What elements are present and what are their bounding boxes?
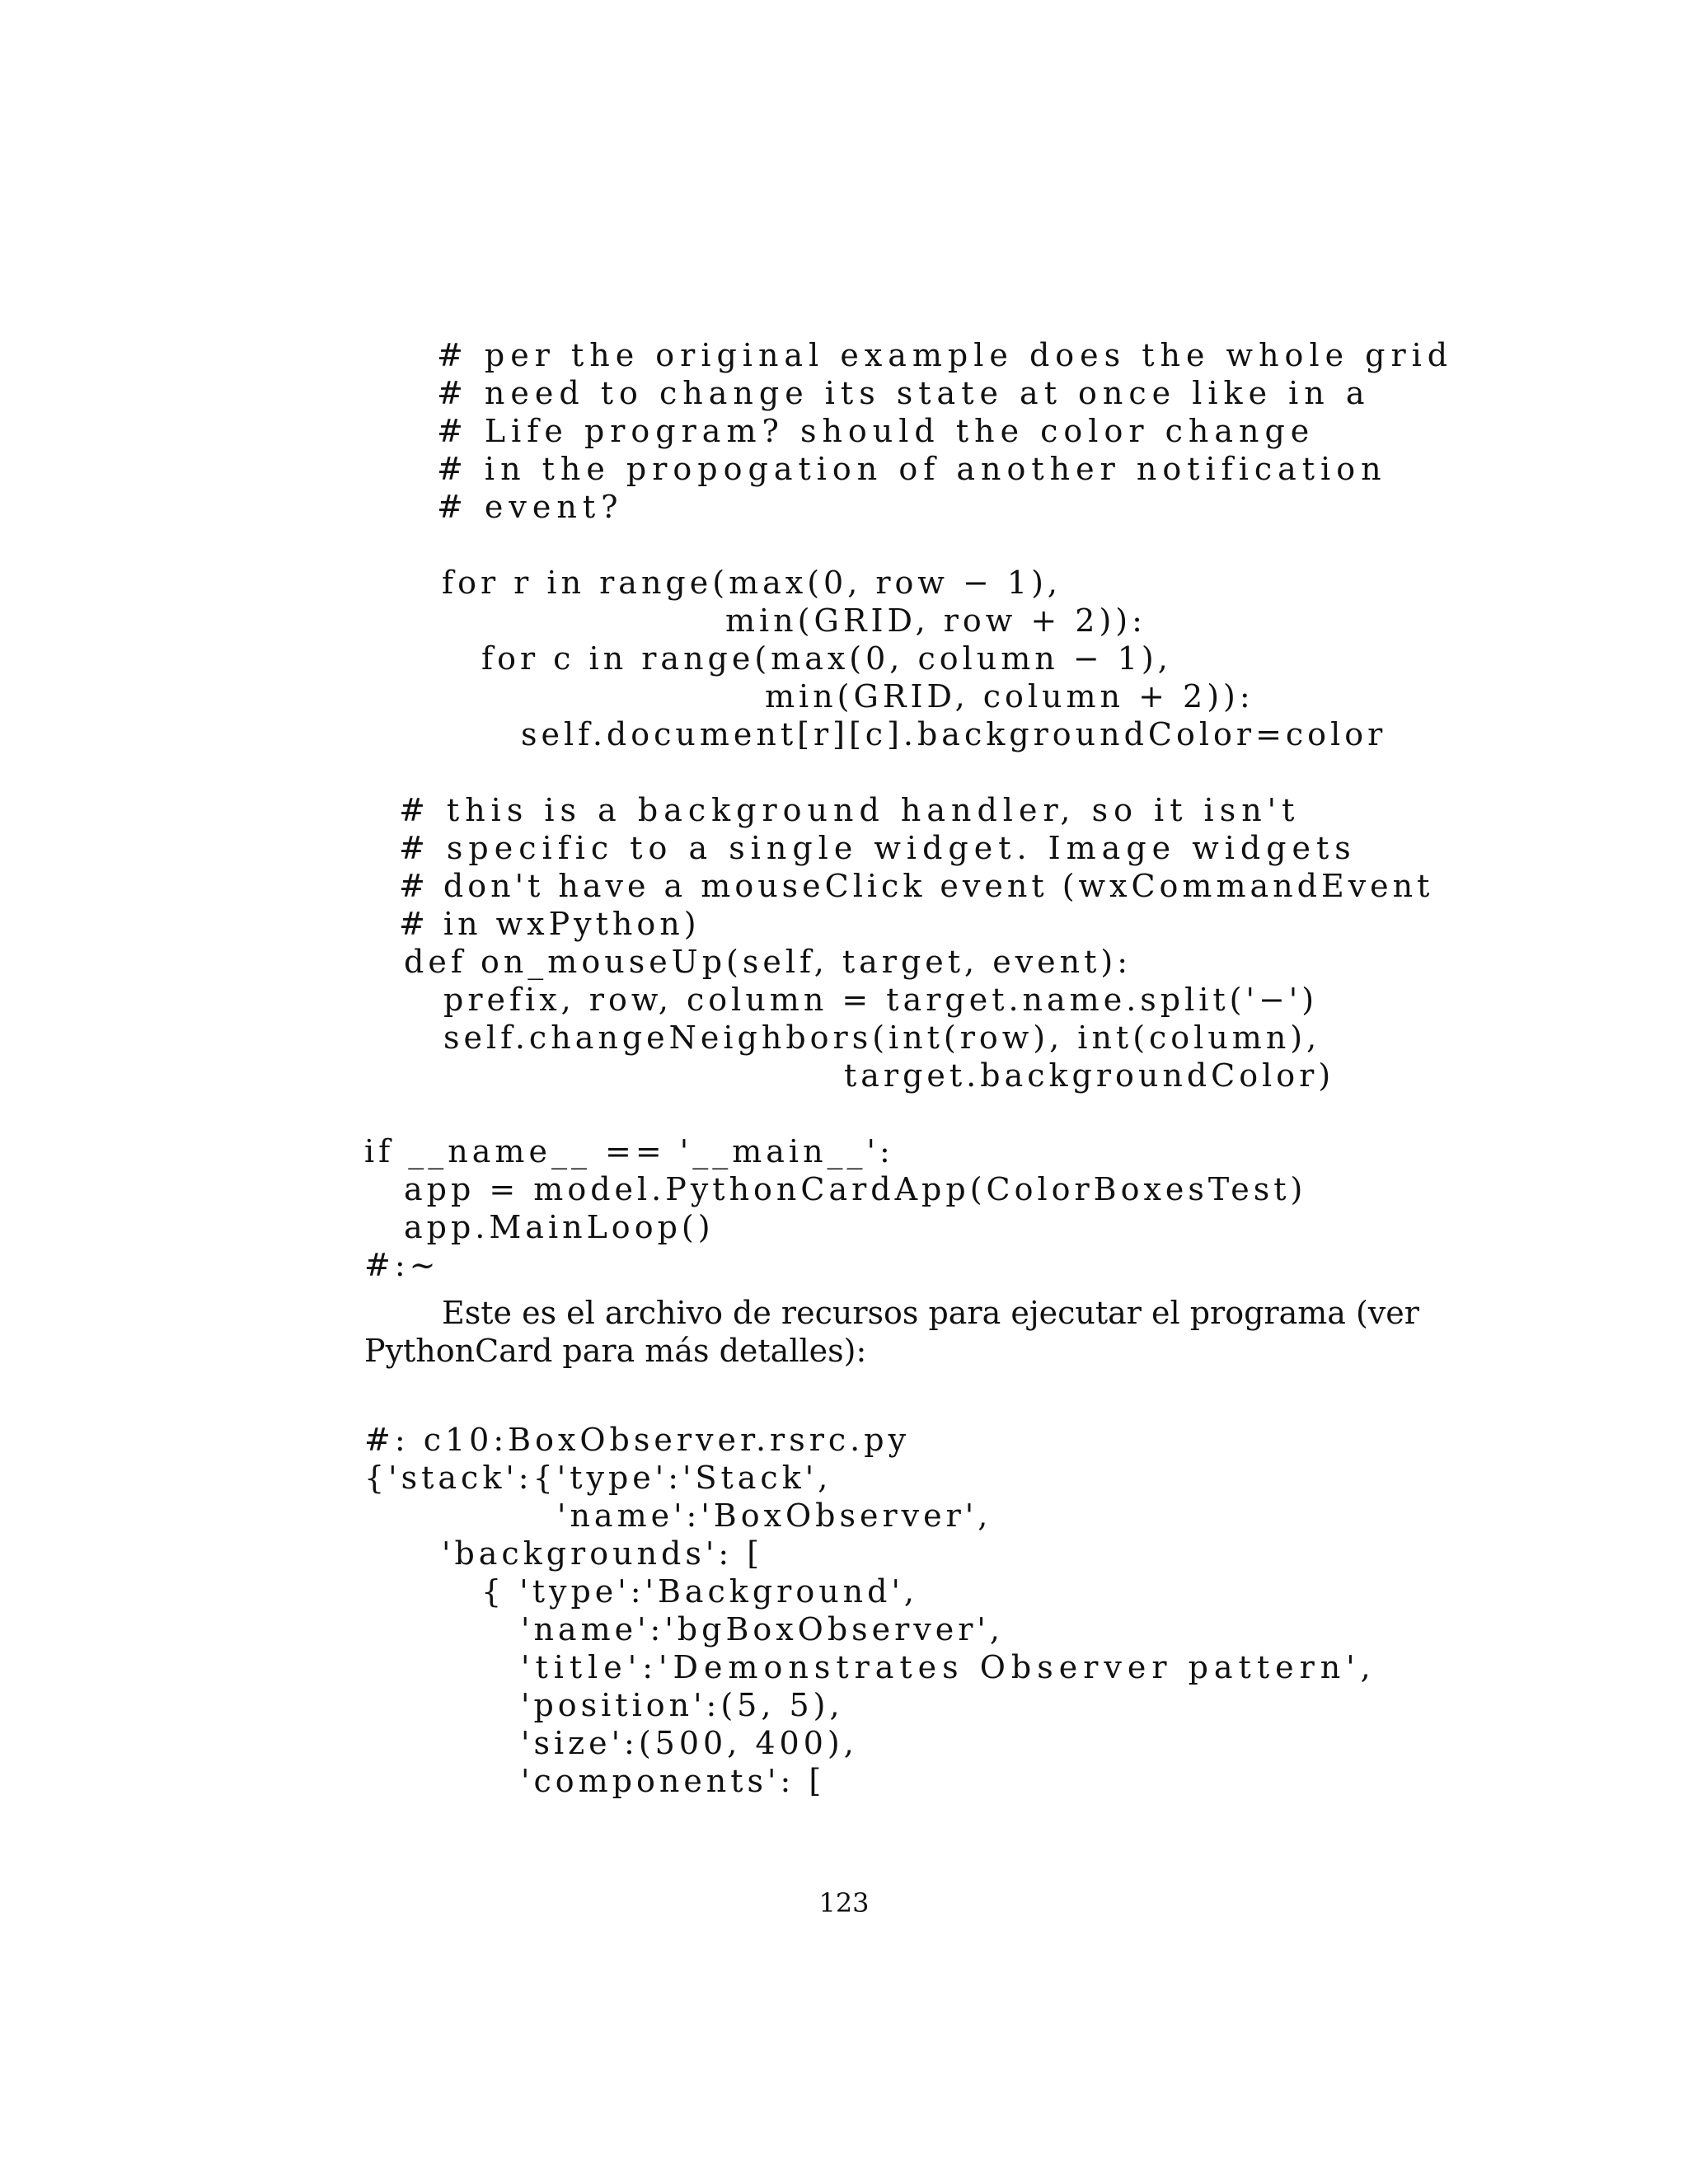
- code-line: # don't have a mouseClick event (wxCommandEvent: [399, 868, 1434, 904]
- code-line: 'position':(5, 5),: [521, 1687, 844, 1723]
- code-line: app.MainLoop(): [404, 1209, 715, 1245]
- code-line: { 'type':'Background',: [481, 1573, 919, 1610]
- code-line: 'name':'bgBoxObserver',: [521, 1611, 1004, 1647]
- code-line: # Life program? should the color change: [437, 413, 1315, 449]
- code-line: for r in range(max(0, row − 1),: [442, 565, 1062, 601]
- code-line: target.backgroundColor): [844, 1057, 1335, 1094]
- code-line: def on_mouseUp(self, target, event):: [404, 944, 1132, 980]
- code-line: # specific to a single widget. Image widgets: [399, 830, 1357, 866]
- code-line: 'size':(500, 400),: [521, 1725, 858, 1761]
- code-line: self.document[r][c].backgroundColor=color: [521, 716, 1387, 752]
- code-line: # event?: [437, 489, 624, 525]
- code-line: {'stack':{'type':'Stack',: [364, 1460, 832, 1496]
- code-line: # in wxPython): [399, 906, 701, 942]
- code-line: #:~: [364, 1247, 440, 1283]
- code-line: self.changeNeighbors(int(row), int(column),: [443, 1019, 1321, 1056]
- code-line: min(GRID, column + 2)):: [765, 678, 1254, 715]
- code-line: 'name':'BoxObserver',: [557, 1497, 992, 1534]
- code-line: for c in range(max(0, column − 1),: [481, 640, 1172, 677]
- code-line: if __name__ == '__main__':: [364, 1133, 894, 1169]
- code-line: # this is a background handler, so it isn't: [399, 792, 1301, 828]
- code-line: 'components': [: [521, 1763, 826, 1799]
- code-line: prefix, row, column = target.name.split('−'): [443, 982, 1319, 1018]
- code-line: min(GRID, row + 2)):: [725, 602, 1146, 639]
- code-line: 'title':'Demonstrates Observer pattern',: [521, 1649, 1376, 1685]
- code-line: # need to change its state at once like in a: [437, 375, 1371, 411]
- code-line: 'backgrounds': [: [442, 1535, 764, 1572]
- paragraph-line: PythonCard para más detalles):: [364, 1333, 867, 1369]
- code-line: #: c10:BoxObserver.rsrc.py: [364, 1422, 911, 1458]
- paragraph-line: Este es el archivo de recursos para ejecutar el programa (ver: [442, 1295, 1419, 1331]
- code-line: app = model.PythonCardApp(ColorBoxesTest): [404, 1171, 1307, 1207]
- page-number: 123: [818, 1887, 870, 1919]
- code-line: # in the propogation of another notification: [437, 451, 1387, 487]
- code-line: # per the original example does the whole grid: [437, 337, 1454, 373]
